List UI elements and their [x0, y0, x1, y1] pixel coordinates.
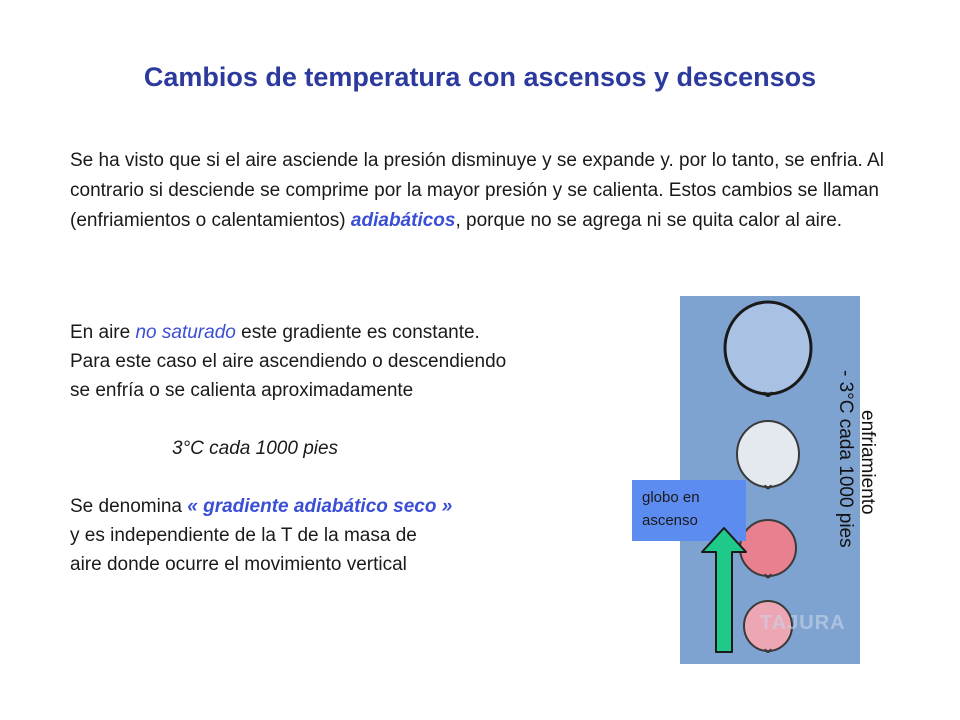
balloon-large [725, 302, 811, 396]
body-line-5: y es independiente de la T de la masa de [70, 525, 417, 546]
balloon-medium [737, 421, 799, 489]
page-title: Cambios de temperatura con ascensos y descensos [143, 62, 817, 92]
gradiente-highlight: « gradiente adiabático seco » [187, 496, 453, 517]
body-line-1-b: este gradiente es constante. [235, 322, 480, 343]
spacer [70, 405, 630, 434]
intro-text-2: , porque no se agrega ni se quita calor al aire. [455, 210, 843, 231]
rate-text: 3°C cada 1000 pies [172, 438, 339, 459]
up-arrow-icon [694, 524, 754, 654]
no-saturado-highlight: no saturado [135, 322, 236, 343]
explanation-block [70, 318, 630, 579]
body-line-6: aire donde ocurre el movimiento vertical [70, 554, 407, 575]
intro-paragraph [70, 146, 910, 236]
body-line-4-a: Se denomina [70, 496, 188, 517]
body-line-1 [70, 318, 630, 347]
vertical-label-enfriamiento: enfriamiento [857, 410, 878, 515]
ascent-label-box: globo en ascenso [632, 480, 746, 541]
spacer [70, 463, 630, 492]
intro-highlight: adiabáticos [350, 210, 456, 231]
body-line-3: se enfría o se calienta aproximadamente [70, 380, 414, 401]
body-line-1-a: En aire [70, 322, 136, 343]
watermark-text: TAJURA [760, 612, 846, 634]
body-line-4 [70, 492, 630, 521]
body-line-2: Para este caso el aire ascendiendo o descendiendo [70, 351, 507, 372]
intro-text-1: Se ha visto que si el aire asciende la presión disminuye y se expande y. por lo tanto, se enfria. Al contrario si desciende se comprime por la mayor presión y se calienta. Estos cambios se llaman (enfriamientos o calentamientos) [70, 150, 884, 231]
vertical-label-rate: - 3°C cada 1000 pies [835, 370, 856, 548]
